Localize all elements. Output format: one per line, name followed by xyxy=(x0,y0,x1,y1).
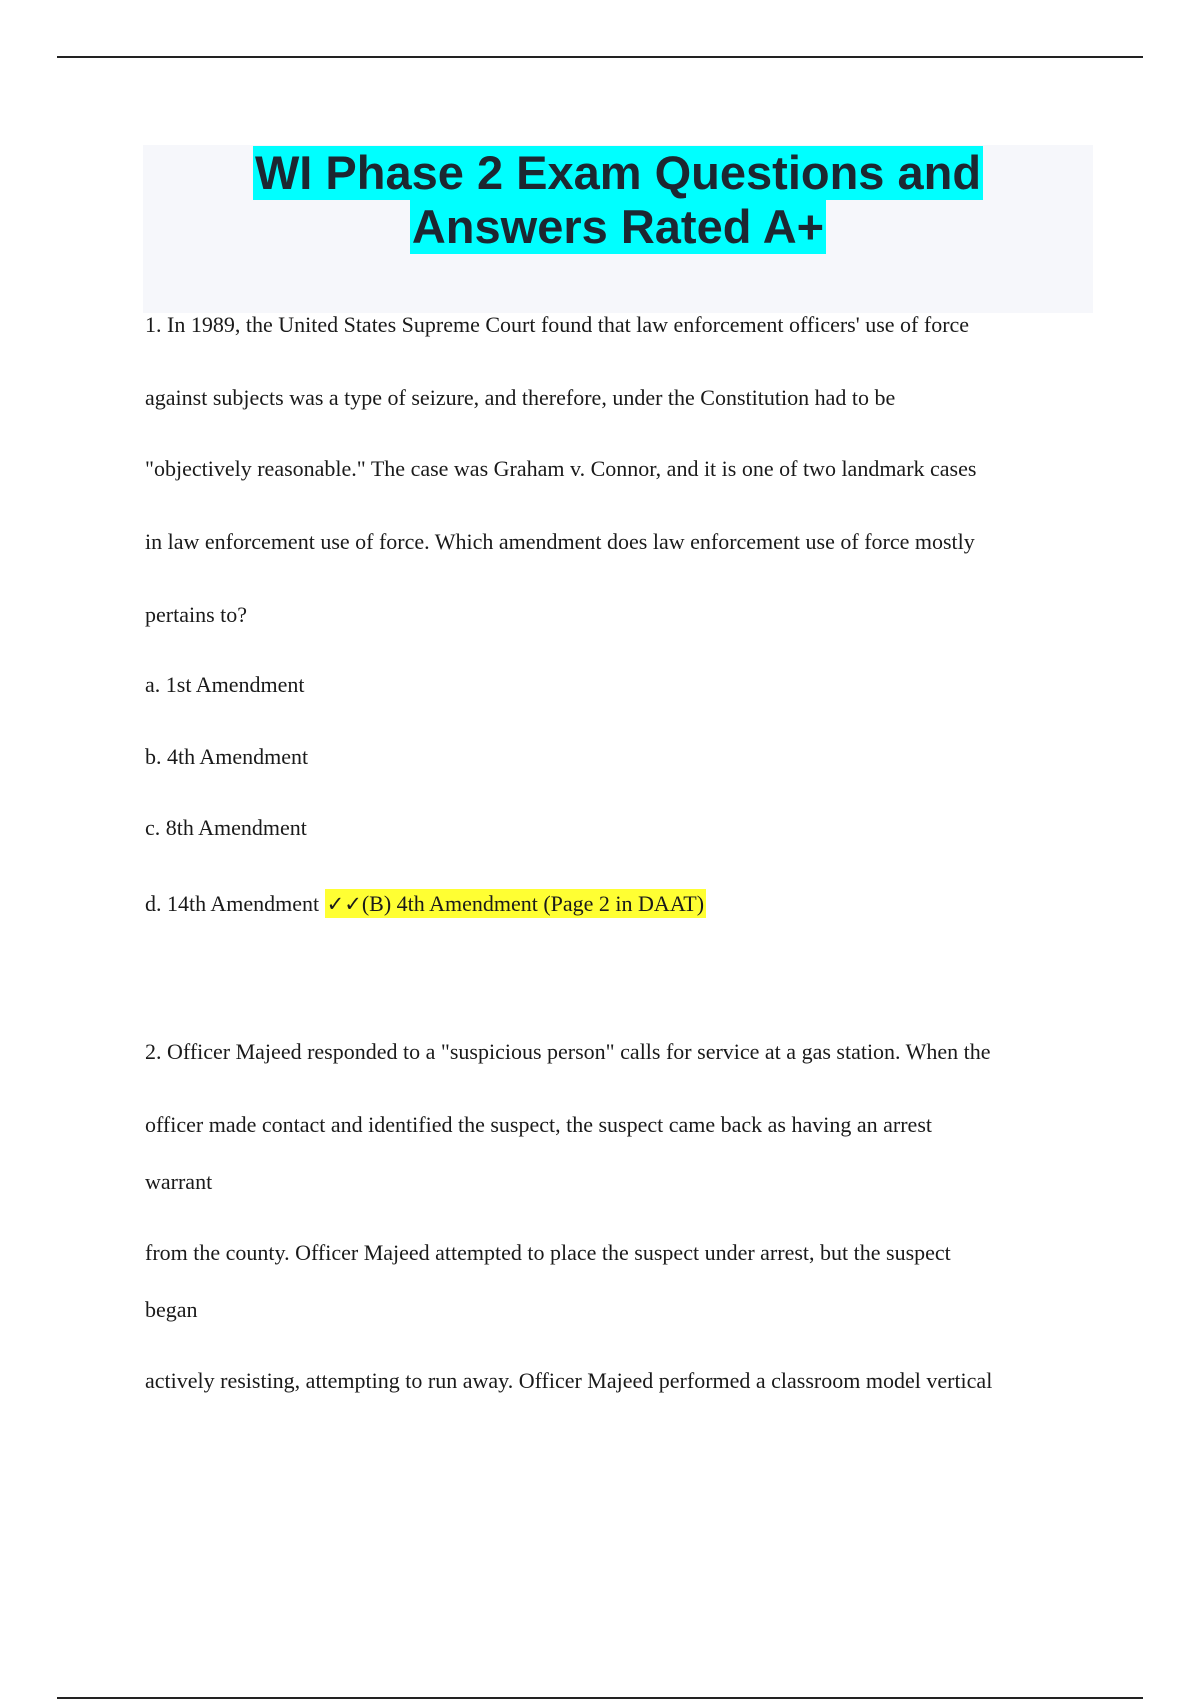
question-1-line-3: "objectively reasonable." The case was Graham v. Connor, and it is one of two landmark cases xyxy=(145,456,977,481)
question-1-line-5: pertains to? xyxy=(145,602,248,627)
double-check-icon: ✓✓ xyxy=(326,892,362,916)
question-2-line-6: actively resisting, attempting to run away. Officer Majeed performed a classroom model vertical xyxy=(145,1368,993,1393)
document-title-line-2: Answers Rated A+ xyxy=(411,200,825,253)
question-1-answer: (B) 4th Amendment (Page 2 in DAAT) xyxy=(361,891,705,916)
question-1-answer-highlight xyxy=(325,889,706,918)
question-2-line-3: warrant xyxy=(145,1169,213,1194)
question-1-line-2: against subjects was a type of seizure, and therefore, under the Constitution had to be xyxy=(145,385,896,410)
question-1-option-a: a. 1st Amendment xyxy=(145,672,305,697)
question-1-option-d-row xyxy=(145,891,706,917)
question-1-option-c: c. 8th Amendment xyxy=(145,815,307,840)
question-2-line-5: began xyxy=(145,1297,198,1322)
question-2-line-4: from the county. Officer Majeed attempted to place the suspect under arrest, but the suspect xyxy=(145,1240,951,1265)
question-2-line-2: officer made contact and identified the suspect, the suspect came back as having an arrest xyxy=(145,1112,932,1137)
question-1-option-d: d. 14th Amendment xyxy=(145,891,320,916)
bottom-rule xyxy=(57,1697,1143,1699)
top-rule xyxy=(57,56,1143,58)
title-panel xyxy=(143,145,1093,313)
question-1-option-b: b. 4th Amendment xyxy=(145,744,309,769)
document-title-line-1: WI Phase 2 Exam Questions and xyxy=(254,146,982,199)
question-2-line-1: 2. Officer Majeed responded to a "suspicious person" calls for service at a gas station. When the xyxy=(145,1039,991,1064)
question-1-line-4: in law enforcement use of force. Which amendment does law enforcement use of force mostly xyxy=(145,529,975,554)
question-1-line-1: 1. In 1989, the United States Supreme Court found that law enforcement officers' use of force xyxy=(145,312,970,337)
